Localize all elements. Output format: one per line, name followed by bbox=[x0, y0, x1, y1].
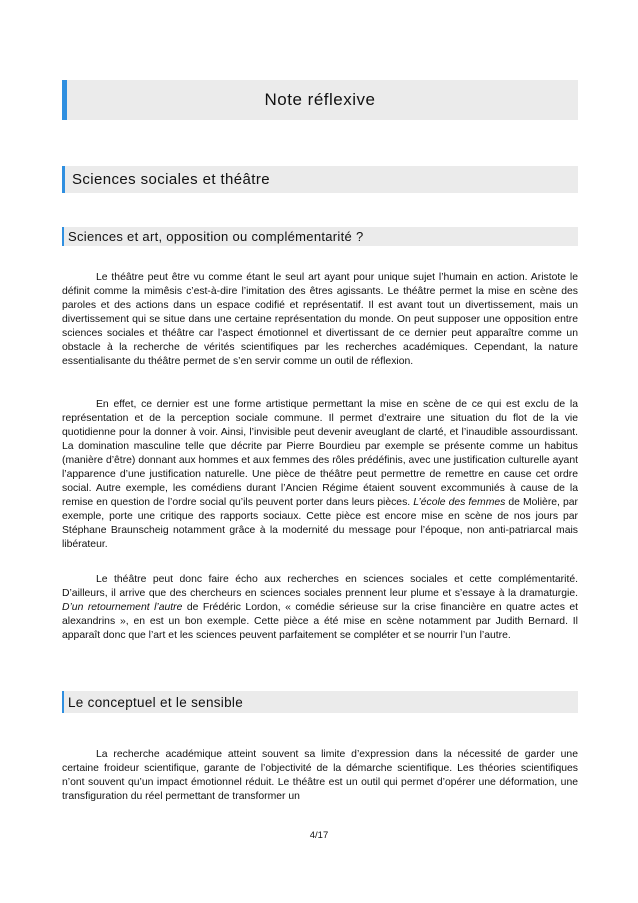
section-heading: Sciences sociales et théâtre bbox=[72, 171, 270, 188]
subsection-1-accent-bar bbox=[62, 227, 64, 246]
paragraph-4: La recherche académique atteint souvent sa limite d’expression dans la nécessité de garder une certaine froideur scientifique, garante de l’objectivité de la démarche scientifique. Les théories scientifiques n’ont souvent qu’un impact émotionnel réduit. Le théâtre est un outil qui permet d’opérer une déformation, une transfiguration du réel permettant de transformer un bbox=[62, 749, 578, 802]
paragraph-2-text-b: de Molière, par exemple, porte une critique des rapports sociaux. Cette pièce est encore mise en scène de nos jours par Stéphane Braunscheig notamment grâce à la modernité du message pour l’époque, non anti-patriarcal mais libérateur. bbox=[62, 496, 578, 550]
section-accent-bar bbox=[62, 166, 65, 193]
paragraph-3 bbox=[62, 573, 578, 643]
subsection-heading-2-banner bbox=[62, 691, 578, 713]
paragraph-2-text-a: En effet, ce dernier est une forme artistique permettant la mise en scène de ce qui est exclu de la représentation et de la perception sociale commune. Il permet d’extraire une situation du flot de la vie quotidienne pour la donner à voir. Ainsi, l’invisible peut devenir aveuglant de clarté, et l’inaudible assourdissant. La domination masculine telle que décrite par Pierre Bourdieu par exemple se présente comme un habitus (manière d’être) donnant aux hommes et aux femmes des rôles prédéfinis, avec une justification culturelle ayant l’apparence d’une justification naturelle. Une pièce de théâtre peut permettre de remettre en cause cet ordre social. Autre exemple, les comédiens durant l’Ancien Régime étaient souvent excommuniés à cause de la remise en question de l’ordre social qu’ils peuvent porter dans leurs pièces. bbox=[62, 399, 578, 508]
subsection-heading-1-banner bbox=[62, 227, 578, 246]
subsection-heading-2: Le conceptuel et le sensible bbox=[68, 695, 244, 710]
paragraph-3-text-b: de Frédéric Lordon, « comédie sérieuse sur la crise financière en quatre actes et alexandrins », en est un bon exemple. Cette pièce a été mise en scène notamment par Judith Bernard. Il apparaît donc que l’art et les sciences peuvent parfaitement se compléter et se nourrir l’un l’autre. bbox=[62, 601, 579, 641]
paragraph-3-text-a: Le théâtre peut donc faire écho aux recherches en sciences sociales et cette complémentarité. D’ailleurs, il arrive que des chercheurs en sciences sociales prennent leur plume et s’essaye à la dramaturgie. bbox=[62, 574, 578, 599]
paragraph-2-work-title: L’école des femmes bbox=[413, 496, 506, 508]
title-banner bbox=[62, 80, 578, 120]
section-heading-banner bbox=[62, 166, 578, 193]
paragraph-2 bbox=[62, 398, 578, 551]
paragraph-1: Le théâtre peut être vu comme étant le seul art ayant pour unique sujet l’humain en action. Aristote le définit comme la mimêsis c’est-à-dire l’imitation des êtres agissants. Le théâtre permet la mise en scène des paroles et des actions dans un espace codifié et représentatif. Il est avant tout un divertissement, mais un divertissement qui se situe dans une certaine représentation du monde. On peut supposer une opposition entre sciences sociales et théâtre car l’aspect émotionnel et divertissant de ce dernier peut apparaître comme un obstacle à la recherche de vérités scientifiques par les recherches académiques. Cependant, la nature essentialisante du théâtre permet de s’en servir comme un outil de réflexion. bbox=[62, 272, 578, 367]
page-number: 4/17 bbox=[309, 830, 329, 841]
paragraph-3-work-title: D’un retournement l’autre bbox=[62, 601, 183, 613]
subsection-heading-1: Sciences et art, opposition ou complémentarité ? bbox=[68, 229, 364, 244]
page-title: Note réflexive bbox=[264, 90, 376, 109]
subsection-2-accent-bar bbox=[62, 691, 64, 713]
